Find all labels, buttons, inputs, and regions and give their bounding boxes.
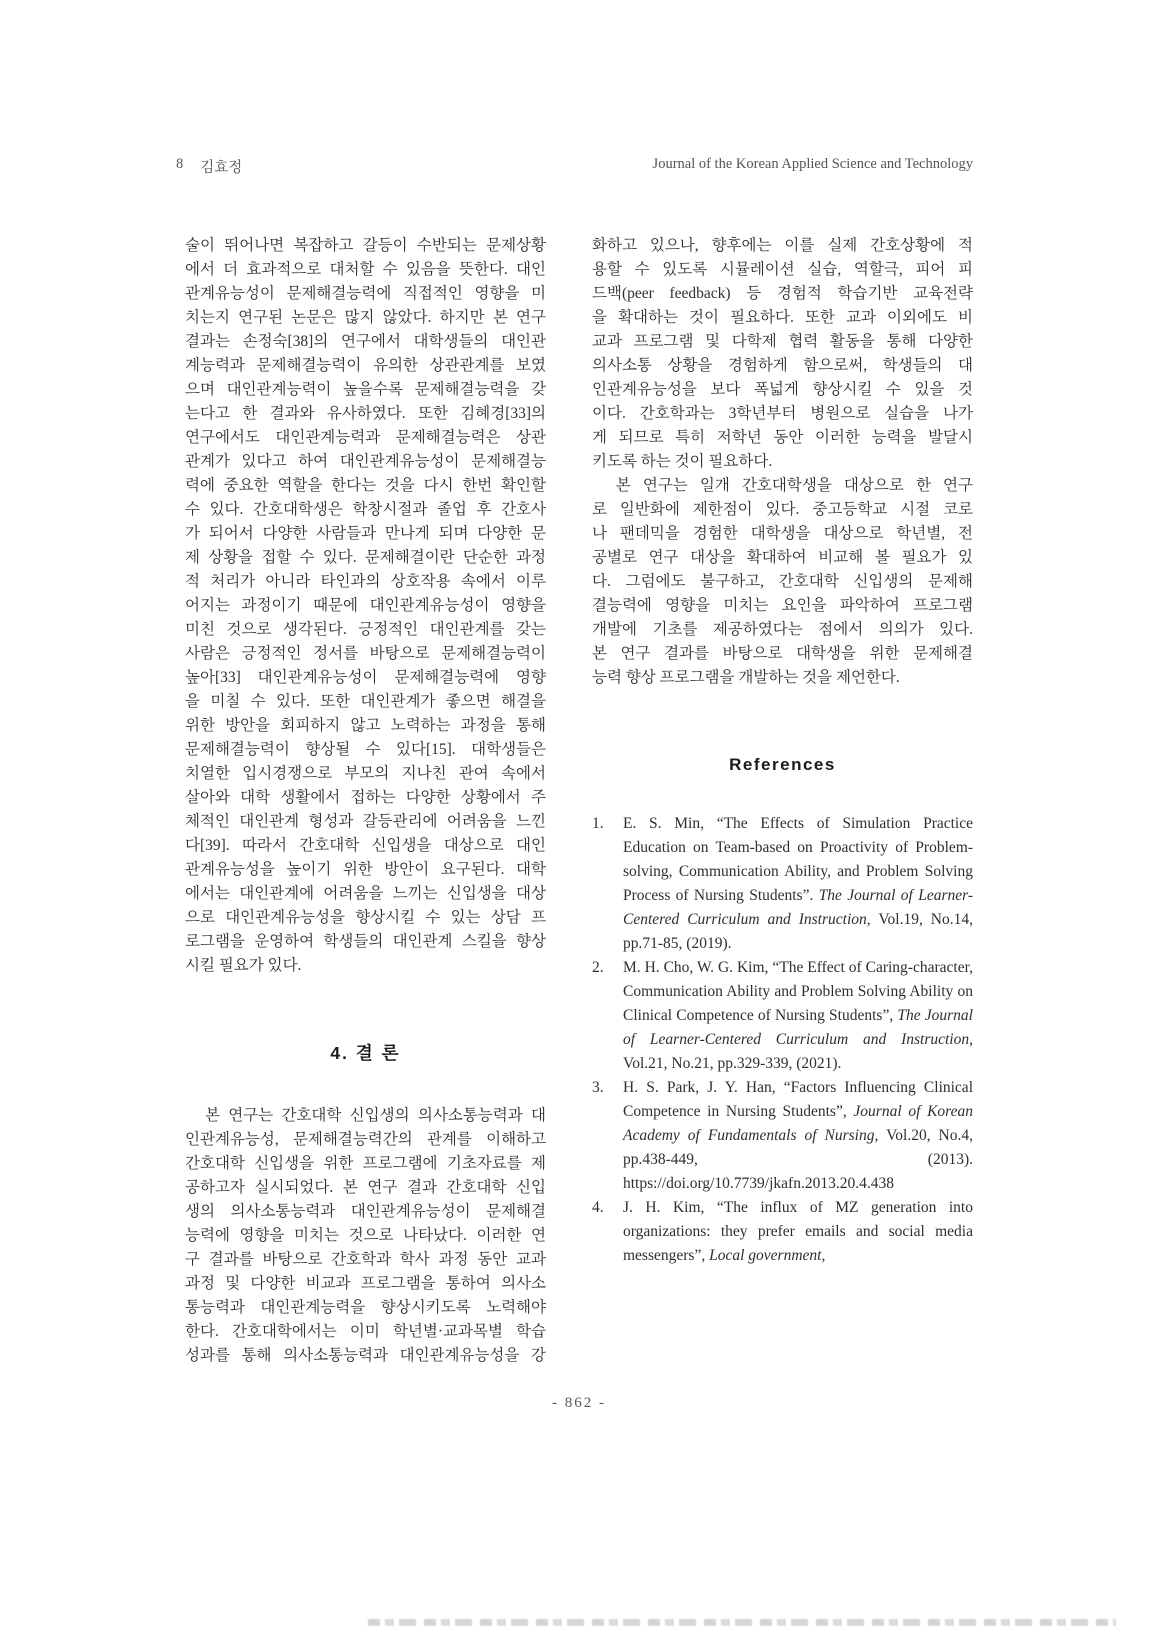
reference-text: , Vol.21, No.21, pp.329-339, (2021). — [623, 1031, 973, 1072]
text-line: 관계유능성이 문제해결능력에 직접적인 영향을 미 — [185, 285, 546, 302]
text-line: 나 팬데믹을 경험한 대학생을 대상으로 학년별, 전 — [592, 525, 973, 542]
text-line: 사람은 긍정적인 정서를 바탕으로 문제해결능력이 — [185, 645, 546, 662]
text-line: 과정 및 다양한 비교과 프로그램을 통하여 의사소 — [185, 1275, 546, 1292]
text-line: 결과는 손정숙[38]의 연구에서 대학생들의 대인관 — [185, 333, 546, 350]
text-line: 성과를 통해 의사소통능력과 대인관계유능성을 강 — [185, 1347, 546, 1364]
right-column — [592, 234, 973, 1268]
text-line: 력에 중요한 역할을 한다는 것을 다시 한번 확인할 — [185, 477, 546, 494]
text-line: 미친 것으로 생각된다. 긍정적인 대인관계를 갖는 — [185, 621, 546, 638]
reference-text: , Vol.20, No.4, pp.438-449, (2013). https://doi.org/10.7739/jkafn.2013.20.4.438 — [623, 1127, 974, 1192]
text-line: 위한 방안을 회피하지 않고 노력하는 과정을 통해 — [185, 717, 546, 734]
text-line: 능력에 영향을 미치는 것으로 나타났다. 이러한 연 — [185, 1227, 546, 1244]
text-line: 는다고 한 결과와 유사하였다. 또한 김혜경[33]의 — [185, 405, 546, 422]
text-line: 구 결과를 바탕으로 간호학과 학사 과정 동안 교과 — [185, 1251, 546, 1268]
text-line: 관계가 있다고 하여 대인관계유능성이 문제해결능 — [185, 453, 546, 470]
text-line: 본 연구 결과를 바탕으로 대학생을 위한 문제해결 — [592, 645, 973, 662]
text-line: 개발에 기초를 제공하였다는 점에서 의의가 있다. — [592, 621, 973, 638]
text-line: 키도록 하는 것이 필요하다. — [592, 453, 773, 470]
text-line: 드백(peer feedback) 등 경험적 학습기반 교육전략 — [592, 285, 973, 302]
reference-number: 2. — [592, 959, 604, 976]
text-line: 계능력과 문제해결능력이 유의한 상관관계를 보였 — [185, 357, 546, 374]
text-line: 시킬 필요가 있다. — [185, 957, 302, 974]
reference-text: E. S. Min, “The Effects of Simulation Practice Education on Team-based on Proactivity of Problem-solving, Communication Ability, and Problem Solving Process of Nursing Students”. — [623, 815, 973, 904]
reference-text: H. S. Park, J. Y. Han, “Factors Influencing Clinical Competence in Nursing Students”, — [623, 1079, 973, 1120]
reference-journal-title: The Journal of Learner-Centered Curriculum and Instruction — [623, 1007, 973, 1048]
text-line: 용할 수 있도록 시뮬레이션 실습, 역할극, 피어 피 — [592, 261, 973, 278]
text-line: 치열한 입시경쟁으로 부모의 지나친 관여 속에서 — [185, 765, 546, 782]
text-line: 생의 의사소통능력과 대인관계유능성이 문제해결 — [185, 1203, 546, 1220]
text-line: 에서 더 효과적으로 대처할 수 있음을 뜻한다. 대인 — [185, 261, 546, 278]
text-line: 이다. 간호학과는 3학년부터 병원으로 실습을 나가 — [592, 405, 973, 422]
text-line: 문제해결능력이 향상될 수 있다[15]. 대학생들은 — [185, 741, 546, 758]
text-line: 높아[33] 대인관계유능성이 문제해결능력에 영향 — [185, 669, 546, 686]
text-line: 결능력에 영향을 미치는 요인을 파악하여 프로그램 — [592, 597, 973, 614]
text-line: 인관계유능성, 문제해결능력간의 관계를 이해하고 — [185, 1131, 546, 1148]
text-line: 관계유능성을 높이기 위한 방안이 요구된다. 대학 — [185, 861, 546, 878]
text-line: 술이 뛰어나면 복잡하고 갈등이 수반되는 문제상황 — [185, 237, 546, 254]
text-line: 을 미칠 수 있다. 또한 대인관계가 좋으면 해결을 — [185, 693, 546, 710]
text-line: 의사소통 상황을 경험하게 함으로써, 학생들의 대 — [592, 357, 973, 374]
text-line: 한다. 간호대학에서는 이미 학년별·교과목별 학습 — [185, 1323, 546, 1340]
conclusion-section-heading: 4. 결 론 — [330, 1043, 401, 1063]
text-line: 공별로 연구 대상을 확대하여 비교해 볼 필요가 있 — [592, 549, 973, 566]
text-line: 에서는 대인관계에 어려움을 느끼는 신입생을 대상 — [185, 885, 546, 902]
text-line: 화하고 있으나, 향후에는 이를 실제 간호상황에 적 — [592, 237, 973, 254]
right-body-paragraphs — [592, 234, 973, 690]
text-line: 제 상황을 접할 수 있다. 문제해결이란 단순한 과정 — [185, 549, 546, 566]
text-line: 다[39]. 따라서 간호대학 신입생을 대상으로 대인 — [185, 837, 546, 854]
header-left — [176, 156, 242, 177]
text-line: 어지는 과정이기 때문에 대인관계유능성이 영향을 — [185, 597, 546, 614]
text-line: 간호대학 신입생을 위한 프로그램에 기초자료를 제 — [185, 1155, 546, 1172]
reference-item — [592, 1076, 973, 1196]
footer-page-number: - 862 - — [552, 1395, 606, 1411]
text-line: 으로 대인관계유능성을 향상시킬 수 있는 상담 프 — [185, 909, 546, 926]
text-line: 로 일반화에 제한점이 있다. 중고등학교 시절 코로 — [592, 501, 973, 518]
text-line: 교과 프로그램 및 다학제 협력 활동을 통해 다양한 — [592, 333, 973, 350]
reference-journal-title: The Journal of Learner-Centered Curriculum and Instruction — [623, 887, 973, 928]
header-page-number: 8 — [176, 156, 184, 172]
reference-number: 4. — [592, 1199, 604, 1216]
reference-text: M. H. Cho, W. G. Kim, “The Effect of Caring-character, Communication Ability and Problem Solving Ability on Clinical Competence of Nursing Students”, — [623, 959, 973, 1024]
text-line: 게 되므로 특히 저학년 동안 이러한 능력을 발달시 — [592, 429, 973, 446]
page-header — [176, 156, 973, 177]
text-line: 적 처리가 아니라 타인과의 상호작용 속에서 이루 — [185, 573, 546, 590]
reference-text: J. H. Kim, “The influx of MZ generation into organizations: they prefer emails and social media messengers”, — [623, 1199, 973, 1264]
text-line: 다. 그럼에도 불구하고, 간호대학 신입생의 문제해 — [592, 573, 973, 590]
text-line: 으며 대인관계능력이 높을수록 문제해결능력을 갖 — [185, 381, 546, 398]
text-line: 인관계유능성을 보다 폭넓게 향상시킬 수 있을 것 — [592, 381, 973, 398]
text-line: 로그램을 운영하여 학생들의 대인관계 스킬을 향상 — [185, 933, 546, 950]
text-line: 통능력과 대인관계능력을 향상시키도록 노력해야 — [185, 1299, 546, 1316]
conclusion-paragraphs — [185, 1104, 546, 1368]
header-journal-title: Journal of the Korean Applied Science and Technology — [652, 156, 973, 172]
references-list — [592, 812, 973, 1268]
reference-journal-title: Local government, — [709, 1247, 826, 1264]
text-line: 을 확대하는 것이 필요하다. 또한 교과 이외에도 비 — [592, 309, 973, 326]
header-author-name: 김효정 — [200, 160, 243, 176]
text-line: 가 되어서 다양한 사람들과 만나게 되며 다양한 문 — [185, 525, 546, 542]
reference-item — [592, 812, 973, 956]
text-line: 본 연구는 일개 간호대학생을 대상으로 한 연구 — [592, 477, 973, 494]
references-heading: References — [729, 755, 836, 774]
text-line: 살아와 대학 생활에서 접하는 다양한 상황에서 주 — [185, 789, 546, 806]
text-line: 본 연구는 간호대학 신입생의 의사소통능력과 대 — [185, 1107, 546, 1124]
reference-journal-title: Journal of Korean Academy of Fundamentals of Nursing — [623, 1103, 973, 1144]
reference-text: , Vol.19, No.14, pp.71-85, (2019). — [623, 911, 973, 952]
reference-item — [592, 956, 973, 1076]
text-line: 공하고자 실시되었다. 본 연구 결과 간호대학 신입 — [185, 1179, 546, 1196]
reference-item — [592, 1196, 973, 1268]
text-line: 수 있다. 간호대학생은 학창시절과 졸업 후 간호사 — [185, 501, 546, 518]
text-line: 능력 향상 프로그램을 개발하는 것을 제언한다. — [592, 669, 900, 686]
text-line: 체적인 대인관계 형성과 갈등관리에 어려움을 느낀 — [185, 813, 546, 830]
left-body-paragraphs — [185, 234, 546, 978]
left-column — [185, 234, 546, 1368]
text-line: 치는지 연구된 논문은 많지 않았다. 하지만 본 연구 — [185, 309, 546, 326]
reference-number: 1. — [592, 815, 604, 832]
reference-number: 3. — [592, 1079, 604, 1096]
text-line: 연구에서도 대인관계능력과 문제해결능력은 상관 — [185, 429, 546, 446]
cutoff-text-artifact — [368, 1619, 1116, 1626]
